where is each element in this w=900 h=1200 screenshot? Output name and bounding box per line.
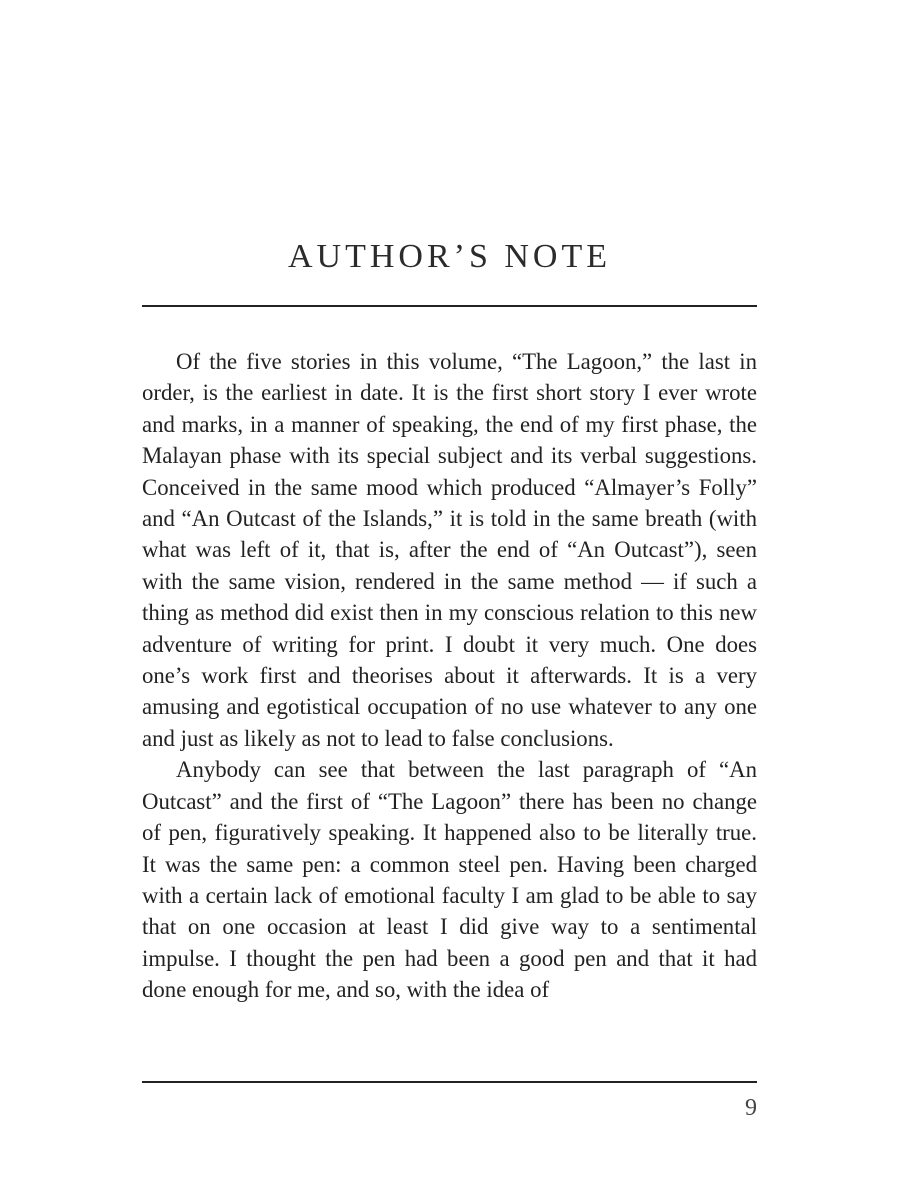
paragraph: Anybody can see that between the last paragraph of “An Outcast” and the first of “The Lagoon” there has been no change of pen, figuratively speaking. It happened also to be literally true. It was the same pen: a common steel pen. Having been charged with a certain lack of emotional faculty I am glad to be able to say that on one occasion at least I did give way to a sentimental impulse. I thought the pen had been a good pen and that it had done enough for me, and so, with the idea of xyxy=(142,757,757,1003)
top-rule xyxy=(142,305,757,307)
bottom-rule xyxy=(142,1081,757,1083)
body-text xyxy=(142,346,757,1006)
page-number: 9 xyxy=(745,1095,757,1121)
paragraph: Of the five stories in this volume, “The Lagoon,” the last in order, is the earliest in date. It is the first short story I ever wrote and marks, in a manner of speaking, the end of my first phase, the Malayan phase with its special subject and its verbal suggestions. Conceived in the same mood which produced “Almayer’s Folly” and “An Outcast of the Islands,” it is told in the same breath (with what was left of it, that is, after the end of “An Outcast”), seen with the same vision, rendered in the same method — if such a thing as method did exist then in my conscious relation to this new adventure of writing for print. I doubt it very much. One does one’s work first and theorises about it afterwards. It is a very amusing and egotistical occupation of no use whatever to any one and just as likely as not to lead to false conclusions. xyxy=(142,349,757,751)
chapter-title: AUTHOR’S NOTE xyxy=(287,238,612,275)
